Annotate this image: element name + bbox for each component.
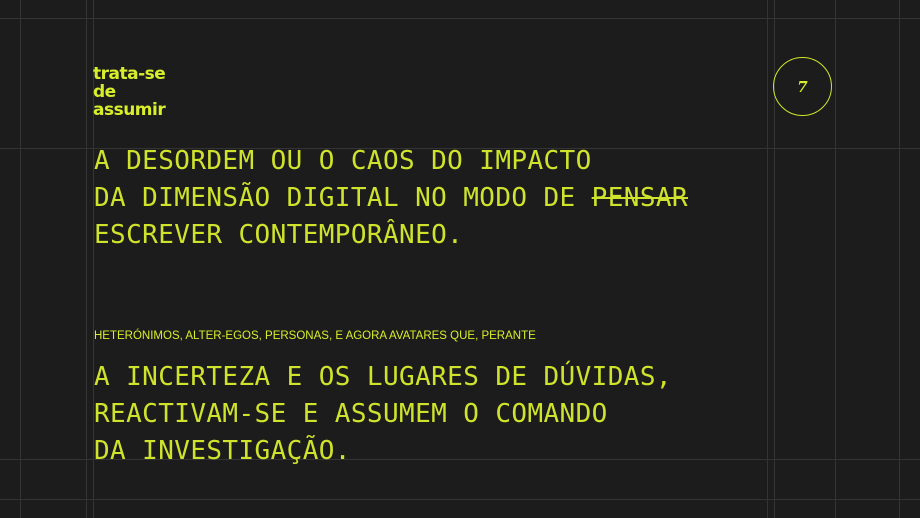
grid-line [0, 499, 920, 500]
section-heading [93, 65, 165, 119]
statement-line-text: DA DIMENSÃO DIGITAL NO MODO DE [94, 183, 592, 213]
statement-line: ESCREVER CONTEMPORÂNEO. [94, 220, 464, 250]
grid-line [767, 0, 768, 518]
statement-line: A INCERTEZA E OS LUGARES DE DÚVIDAS, [94, 362, 672, 392]
grid-line [20, 0, 21, 518]
heading-line: trata-se [93, 64, 166, 84]
statement-line [94, 180, 688, 217]
statement-block-one [94, 143, 688, 254]
heading-line: de [93, 82, 116, 102]
statement-line: A DESORDEM OU O CAOS DO IMPACTO [94, 146, 592, 176]
heading-line: assumir [93, 100, 166, 120]
grid-line [86, 0, 87, 518]
grid-line [0, 18, 920, 19]
statement-line: REACTIVAM-SE E ASSUMEM O COMANDO [94, 399, 608, 429]
struck-word: PENSAR [591, 183, 688, 213]
page-number: 7 [797, 77, 808, 96]
caption-text: HETERÓNIMOS, ALTER-EGOS, PERSONAS, E AGORA AVATARES QUE, PERANTE [94, 330, 536, 342]
page-number-badge [773, 57, 832, 116]
statement-line: DA INVESTIGAÇÃO. [94, 436, 351, 466]
statement-block-two [94, 359, 672, 470]
grid-line [835, 0, 836, 518]
grid-line [899, 0, 900, 518]
